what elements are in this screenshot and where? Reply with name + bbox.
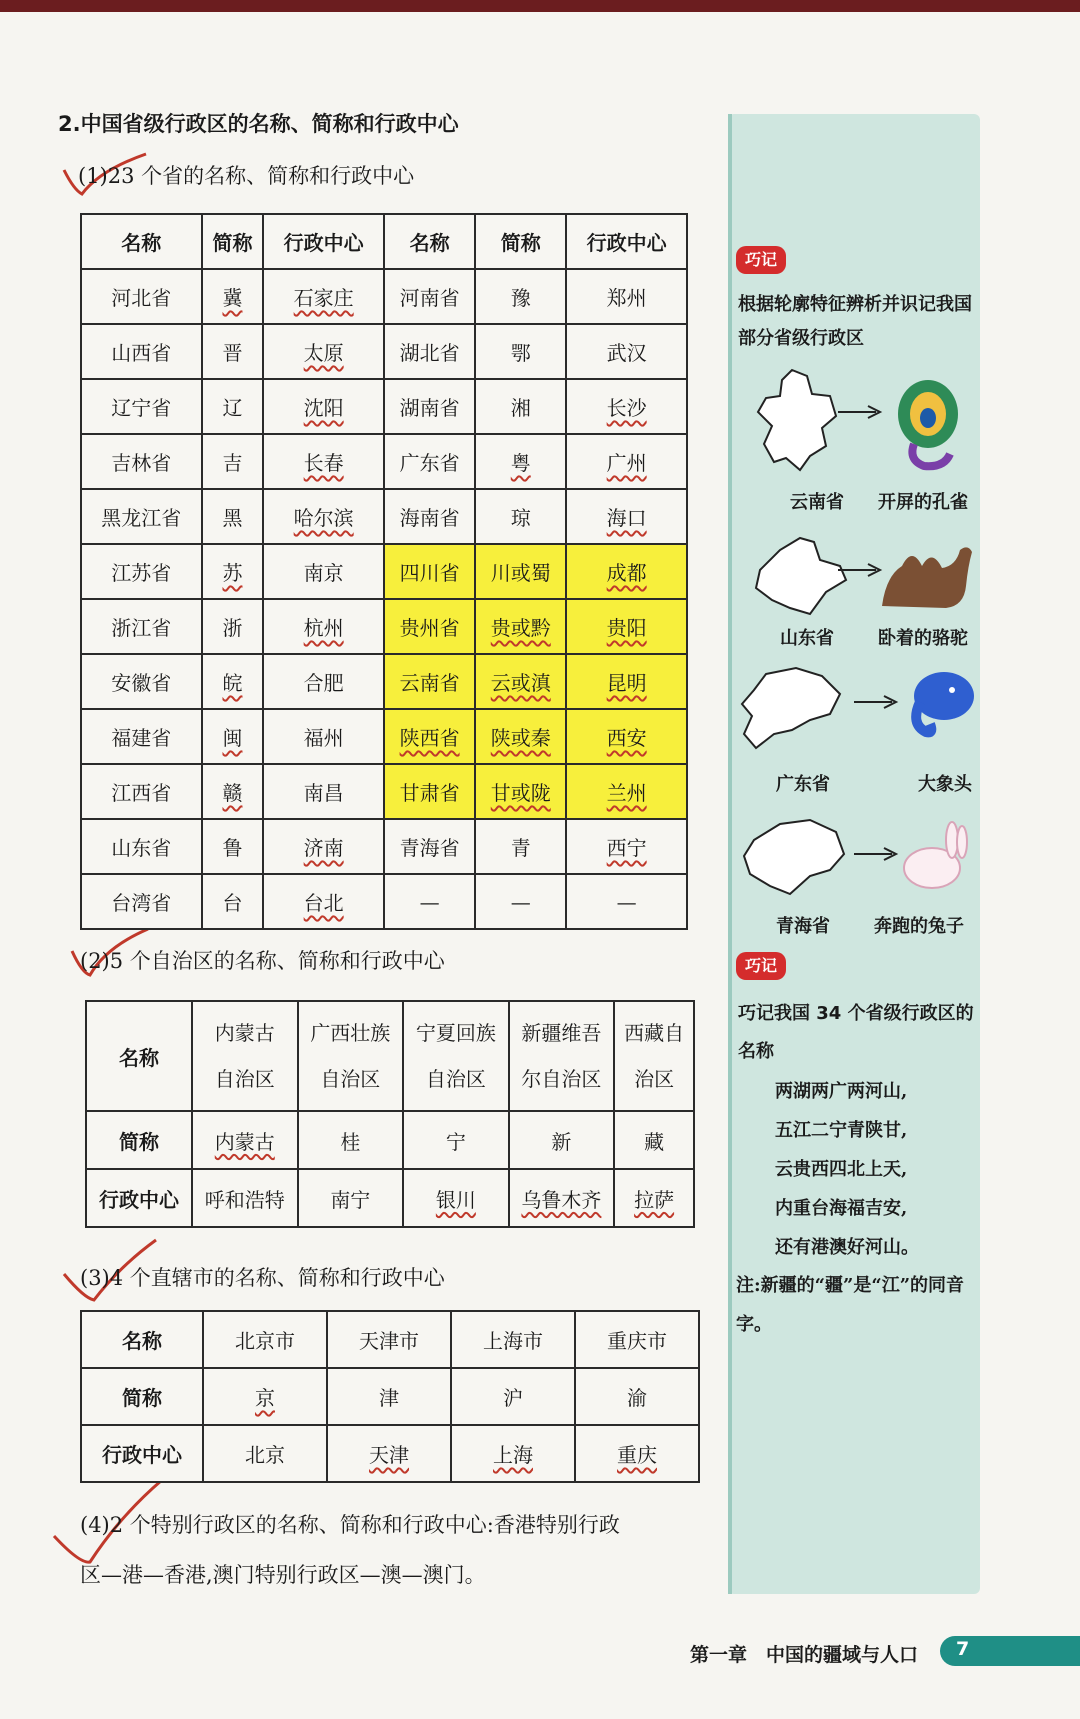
- name-cell: 上海市: [451, 1311, 575, 1368]
- cell-text: 哈尔滨: [293, 506, 354, 530]
- name-line: 自治区: [320, 1067, 381, 1091]
- name-cell: [81, 379, 202, 434]
- abbr-cell: [475, 269, 566, 324]
- camel-icon: [876, 536, 976, 616]
- cell-text: 贵阳: [606, 616, 647, 640]
- cell-text: 西宁: [606, 836, 647, 860]
- center-cell: [263, 599, 384, 654]
- table-row: [81, 379, 687, 434]
- table-row: [81, 819, 687, 874]
- abbr-cell: [202, 599, 264, 654]
- image-caption: 开屏的孔雀: [878, 492, 968, 513]
- row-label: 简称: [86, 1111, 192, 1169]
- name-cell: [384, 819, 475, 874]
- image-caption: 卧着的骆驼: [878, 628, 968, 649]
- province-caption: 山东省: [780, 628, 834, 649]
- cell-text: 济南: [303, 836, 344, 860]
- center-cell: [566, 599, 687, 654]
- name-cell: [81, 269, 202, 324]
- center-cell: [263, 434, 384, 489]
- header-cell: 行政中心: [566, 214, 687, 269]
- row-label: 名称: [81, 1311, 203, 1368]
- cell-text: 冀: [222, 286, 243, 310]
- abbr-cell: [192, 1111, 298, 1169]
- table-row: [81, 654, 687, 709]
- row-label: 名称: [86, 1001, 192, 1111]
- cell-text: 苏: [222, 561, 243, 585]
- cell-text: 山东省: [111, 836, 172, 860]
- rabbit-icon: [894, 818, 974, 898]
- province-caption: 广东省: [776, 774, 830, 795]
- cell-text: —: [616, 889, 637, 914]
- abbr-cell: 桂: [298, 1111, 404, 1169]
- peacock-icon: [884, 374, 964, 474]
- cell-text: 陕西省: [399, 726, 460, 750]
- table-row: [86, 1169, 694, 1227]
- name-cell: [81, 874, 202, 929]
- center-cell: [263, 874, 384, 929]
- table-row: [81, 709, 687, 764]
- cell-text: 粤: [510, 451, 531, 475]
- center-cell: [403, 1169, 509, 1227]
- cell-text: 青: [510, 836, 531, 860]
- cell-text: 云或滇: [490, 671, 551, 695]
- table-row: [81, 1425, 699, 1482]
- provinces-table: [80, 213, 688, 930]
- municipalities-table: [80, 1310, 700, 1483]
- name-line: 自治区: [425, 1067, 486, 1091]
- table-row: [81, 599, 687, 654]
- header-cell: 简称: [475, 214, 566, 269]
- cell-text: 鄂: [510, 341, 531, 365]
- name-cell: 天津市: [327, 1311, 451, 1368]
- header-cell: 名称: [384, 214, 475, 269]
- center-cell: [566, 874, 687, 929]
- cell-text: 海南省: [399, 506, 460, 530]
- table-row: [86, 1111, 694, 1169]
- center-cell: [263, 709, 384, 764]
- cell-text: —: [419, 889, 440, 914]
- cell-text: 郑州: [606, 286, 647, 310]
- table-row: [81, 1368, 699, 1425]
- tip-outline-text: 根据轮廓特征辨析并识记我国部分省级行政区: [738, 294, 972, 349]
- name-cell: [384, 654, 475, 709]
- center-cell: [263, 544, 384, 599]
- abbr-cell: [202, 269, 264, 324]
- name-cell: [81, 654, 202, 709]
- page-number: 7: [956, 1638, 970, 1660]
- name-cell: [614, 1001, 694, 1111]
- cell-text: 贵或黔: [490, 616, 551, 640]
- center-cell: 北京: [203, 1425, 327, 1482]
- row-label: 简称: [81, 1368, 203, 1425]
- abbr-cell: [475, 764, 566, 819]
- cell-text: 台: [222, 891, 243, 915]
- abbr-cell: [475, 599, 566, 654]
- cell-text: 浙: [222, 616, 243, 640]
- cell-text: 南京: [303, 561, 344, 585]
- center-cell: [566, 489, 687, 544]
- center-cell: [263, 654, 384, 709]
- chapter-title: 第一章 中国的疆域与人口: [690, 1644, 919, 1666]
- cell-text: 吉林省: [111, 451, 172, 475]
- cell-text: 甘或陇: [490, 781, 551, 805]
- cell-text: 陕或秦: [490, 726, 551, 750]
- province-caption: 青海省: [776, 916, 830, 937]
- name-cell: [403, 1001, 509, 1111]
- mnemonic-poem: [775, 1072, 919, 1267]
- name-line: 尔自治区: [521, 1067, 602, 1091]
- name-cell: [81, 599, 202, 654]
- table-row: [81, 874, 687, 929]
- center-text: 天津: [369, 1443, 409, 1467]
- cell-text: 成都: [606, 561, 647, 585]
- center-cell: [566, 544, 687, 599]
- cell-text: 黑龙江省: [101, 506, 182, 530]
- cell-text: 福建省: [111, 726, 172, 750]
- cell-text: 甘肃省: [399, 781, 460, 805]
- abbr-cell: [202, 764, 264, 819]
- cell-text: 四川省: [399, 561, 460, 585]
- tip-badge: 巧记: [736, 952, 786, 980]
- center-cell: [263, 819, 384, 874]
- table-row: [81, 764, 687, 819]
- cell-text: 兰州: [606, 781, 647, 805]
- center-cell: [263, 764, 384, 819]
- name-cell: [81, 709, 202, 764]
- name-cell: [384, 874, 475, 929]
- sar-line: (4)2 个特别行政区的名称、简称和行政中心:香港特别行政: [80, 1513, 620, 1537]
- center-text: 拉萨: [634, 1187, 675, 1212]
- cell-text: 沈阳: [303, 396, 344, 420]
- guangdong-outline-icon: [736, 664, 846, 754]
- name-cell: [384, 269, 475, 324]
- arrow-right-icon: [836, 404, 886, 420]
- cell-text: 杭州: [303, 616, 344, 640]
- province-caption: 云南省: [790, 492, 844, 513]
- abbr-cell: [475, 819, 566, 874]
- center-cell: [263, 379, 384, 434]
- cell-text: 南昌: [303, 781, 344, 805]
- cell-text: 浙江省: [111, 616, 172, 640]
- tip-names-text: 巧记我国 34 个省级行政区的名称: [738, 1003, 974, 1062]
- poem-line: 云贵西四北上天,: [775, 1159, 908, 1180]
- row-label: 行政中心: [86, 1169, 192, 1227]
- name-cell: [384, 489, 475, 544]
- abbr-cell: [202, 489, 264, 544]
- cell-text: 台北: [303, 891, 344, 915]
- name-line: 治区: [634, 1067, 675, 1091]
- image-caption: 奔跑的兔子: [874, 916, 964, 937]
- cell-text: 晋: [222, 341, 243, 365]
- yunnan-outline-icon: [752, 366, 842, 476]
- cell-text: 川或蜀: [490, 561, 551, 585]
- center-cell: [566, 434, 687, 489]
- cell-text: 湖南省: [399, 396, 460, 420]
- abbr-cell: 津: [327, 1368, 451, 1425]
- note-text: 注:新疆的“疆”是“江”的同音字。: [736, 1275, 965, 1335]
- poem-line: 五江二宁青陕甘,: [775, 1120, 908, 1141]
- name-cell: [81, 764, 202, 819]
- name-cell: 重庆市: [575, 1311, 699, 1368]
- provinces-subtitle: (1)23 个省的名称、简称和行政中心: [78, 164, 415, 188]
- cell-text: 长沙: [606, 396, 647, 420]
- cell-text: 琼: [510, 506, 531, 530]
- name-cell: [81, 489, 202, 544]
- center-cell: [566, 379, 687, 434]
- cell-text: 辽宁省: [111, 396, 172, 420]
- name-cell: [298, 1001, 404, 1111]
- cell-text: 闽: [222, 726, 243, 750]
- cell-text: 豫: [510, 286, 531, 310]
- cell-text: 广东省: [399, 451, 460, 475]
- abbr-cell: [475, 489, 566, 544]
- center-text: 乌鲁木齐: [521, 1187, 602, 1212]
- header-cell: 行政中心: [263, 214, 384, 269]
- center-cell: [263, 324, 384, 379]
- name-cell: [384, 544, 475, 599]
- abbr-cell: [475, 434, 566, 489]
- center-cell: [575, 1425, 699, 1482]
- tip-badge: 巧记: [736, 246, 786, 274]
- cell-text: 皖: [222, 671, 243, 695]
- name-cell: [192, 1001, 298, 1111]
- cell-text: 长春: [303, 451, 344, 475]
- cell-text: 江西省: [111, 781, 172, 805]
- cell-text: 辽: [222, 396, 243, 420]
- cell-text: 福州: [303, 726, 344, 750]
- municipalities-subtitle: (3)4 个直辖市的名称、简称和行政中心: [80, 1266, 445, 1290]
- name-cell: [509, 1001, 615, 1111]
- cell-text: 黑: [222, 506, 243, 530]
- poem-line: 内重台海福吉安,: [775, 1198, 908, 1219]
- abbr-cell: [475, 544, 566, 599]
- header-cell: 简称: [202, 214, 264, 269]
- center-text: 上海: [493, 1443, 533, 1467]
- name-cell: [384, 324, 475, 379]
- name-cell: [81, 819, 202, 874]
- cell-text: 海口: [606, 506, 647, 530]
- center-cell: [566, 654, 687, 709]
- qinghai-outline-icon: [740, 810, 850, 900]
- abbr-cell: [202, 709, 264, 764]
- elephant-head-icon: [900, 668, 980, 738]
- center-cell: 呼和浩特: [192, 1169, 298, 1227]
- name-cell: [81, 544, 202, 599]
- abbr-cell: 新: [509, 1111, 615, 1169]
- top-strip: [0, 0, 1080, 12]
- autonomous-regions-table: [85, 1000, 695, 1228]
- poem-line: 还有港澳好河山。: [775, 1237, 919, 1258]
- cell-text: 广州: [606, 451, 647, 475]
- name-line: 新疆维吾: [521, 1021, 602, 1045]
- abbr-cell: [475, 324, 566, 379]
- shandong-outline-icon: [750, 530, 850, 620]
- sar-line: 区—港—香港,澳门特别行政区—澳—澳门。: [80, 1563, 486, 1587]
- name-line: 宁夏回族: [415, 1021, 496, 1045]
- name-cell: [384, 599, 475, 654]
- sar-paragraph: [80, 1500, 710, 1600]
- center-text: 重庆: [617, 1443, 657, 1467]
- abbr-cell: [475, 709, 566, 764]
- center-cell: [451, 1425, 575, 1482]
- cell-text: 江苏省: [111, 561, 172, 585]
- abbr-text: 内蒙古: [214, 1129, 275, 1154]
- cell-text: 贵州省: [399, 616, 460, 640]
- cell-text: 云南省: [399, 671, 460, 695]
- center-cell: [509, 1169, 615, 1227]
- center-cell: [566, 819, 687, 874]
- abbr-cell: 宁: [403, 1111, 509, 1169]
- center-cell: [566, 709, 687, 764]
- cell-text: 河南省: [399, 286, 460, 310]
- cell-text: 鲁: [222, 836, 243, 860]
- arrow-right-icon: [852, 694, 902, 710]
- cell-text: 武汉: [606, 341, 647, 365]
- abbr-text: 京: [255, 1386, 275, 1410]
- cell-text: 青海省: [399, 836, 460, 860]
- center-cell: [566, 764, 687, 819]
- cell-text: 石家庄: [293, 286, 354, 310]
- center-cell: [327, 1425, 451, 1482]
- table-row: [81, 489, 687, 544]
- abbr-cell: [202, 819, 264, 874]
- cell-text: 台湾省: [111, 891, 172, 915]
- center-cell: [263, 489, 384, 544]
- cell-text: 河北省: [111, 286, 172, 310]
- cell-text: 湘: [510, 396, 531, 420]
- cell-text: 太原: [303, 341, 344, 365]
- name-cell: [81, 324, 202, 379]
- header-cell: 名称: [81, 214, 202, 269]
- table-row: [81, 269, 687, 324]
- autonomous-regions-subtitle: (2)5 个自治区的名称、简称和行政中心: [80, 949, 445, 973]
- cell-text: 合肥: [303, 671, 344, 695]
- name-line: 广西壮族: [310, 1021, 391, 1045]
- name-cell: [384, 709, 475, 764]
- center-cell: [566, 324, 687, 379]
- center-cell: [263, 269, 384, 324]
- abbr-cell: [202, 379, 264, 434]
- table-row: [81, 434, 687, 489]
- abbr-cell: [475, 654, 566, 709]
- cell-text: 安徽省: [111, 671, 172, 695]
- abbr-cell: 藏: [614, 1111, 694, 1169]
- cell-text: 山西省: [111, 341, 172, 365]
- name-cell: 北京市: [203, 1311, 327, 1368]
- abbr-cell: 渝: [575, 1368, 699, 1425]
- center-cell: [614, 1169, 694, 1227]
- abbr-cell: [202, 874, 264, 929]
- table-row: [81, 324, 687, 379]
- abbr-cell: [475, 874, 566, 929]
- table-row: [81, 1311, 699, 1368]
- abbr-cell: [202, 544, 264, 599]
- name-line: 自治区: [214, 1067, 275, 1091]
- abbr-cell: [203, 1368, 327, 1425]
- name-line: 西藏自: [624, 1021, 685, 1045]
- center-text: 银川: [435, 1187, 476, 1212]
- table-row: [86, 1001, 694, 1111]
- table-header-row: [81, 214, 687, 269]
- cell-text: —: [510, 889, 531, 914]
- table-row: [81, 544, 687, 599]
- abbr-cell: [202, 324, 264, 379]
- cell-text: 昆明: [606, 671, 647, 695]
- name-cell: [384, 379, 475, 434]
- name-line: 内蒙古: [214, 1021, 275, 1045]
- image-caption: 大象头: [918, 774, 972, 795]
- section-heading: 2.中国省级行政区的名称、简称和行政中心: [58, 112, 459, 136]
- abbr-cell: [202, 434, 264, 489]
- name-cell: [384, 764, 475, 819]
- row-label: 行政中心: [81, 1425, 203, 1482]
- poem-line: 两湖两广两河山,: [775, 1081, 908, 1102]
- cell-text: 湖北省: [399, 341, 460, 365]
- cell-text: 赣: [222, 781, 243, 805]
- abbr-cell: [202, 654, 264, 709]
- center-cell: [566, 269, 687, 324]
- name-cell: [384, 434, 475, 489]
- cell-text: 西安: [606, 726, 647, 750]
- center-cell: 南宁: [298, 1169, 404, 1227]
- abbr-cell: [475, 379, 566, 434]
- cell-text: 吉: [222, 451, 243, 475]
- abbr-cell: 沪: [451, 1368, 575, 1425]
- name-cell: [81, 434, 202, 489]
